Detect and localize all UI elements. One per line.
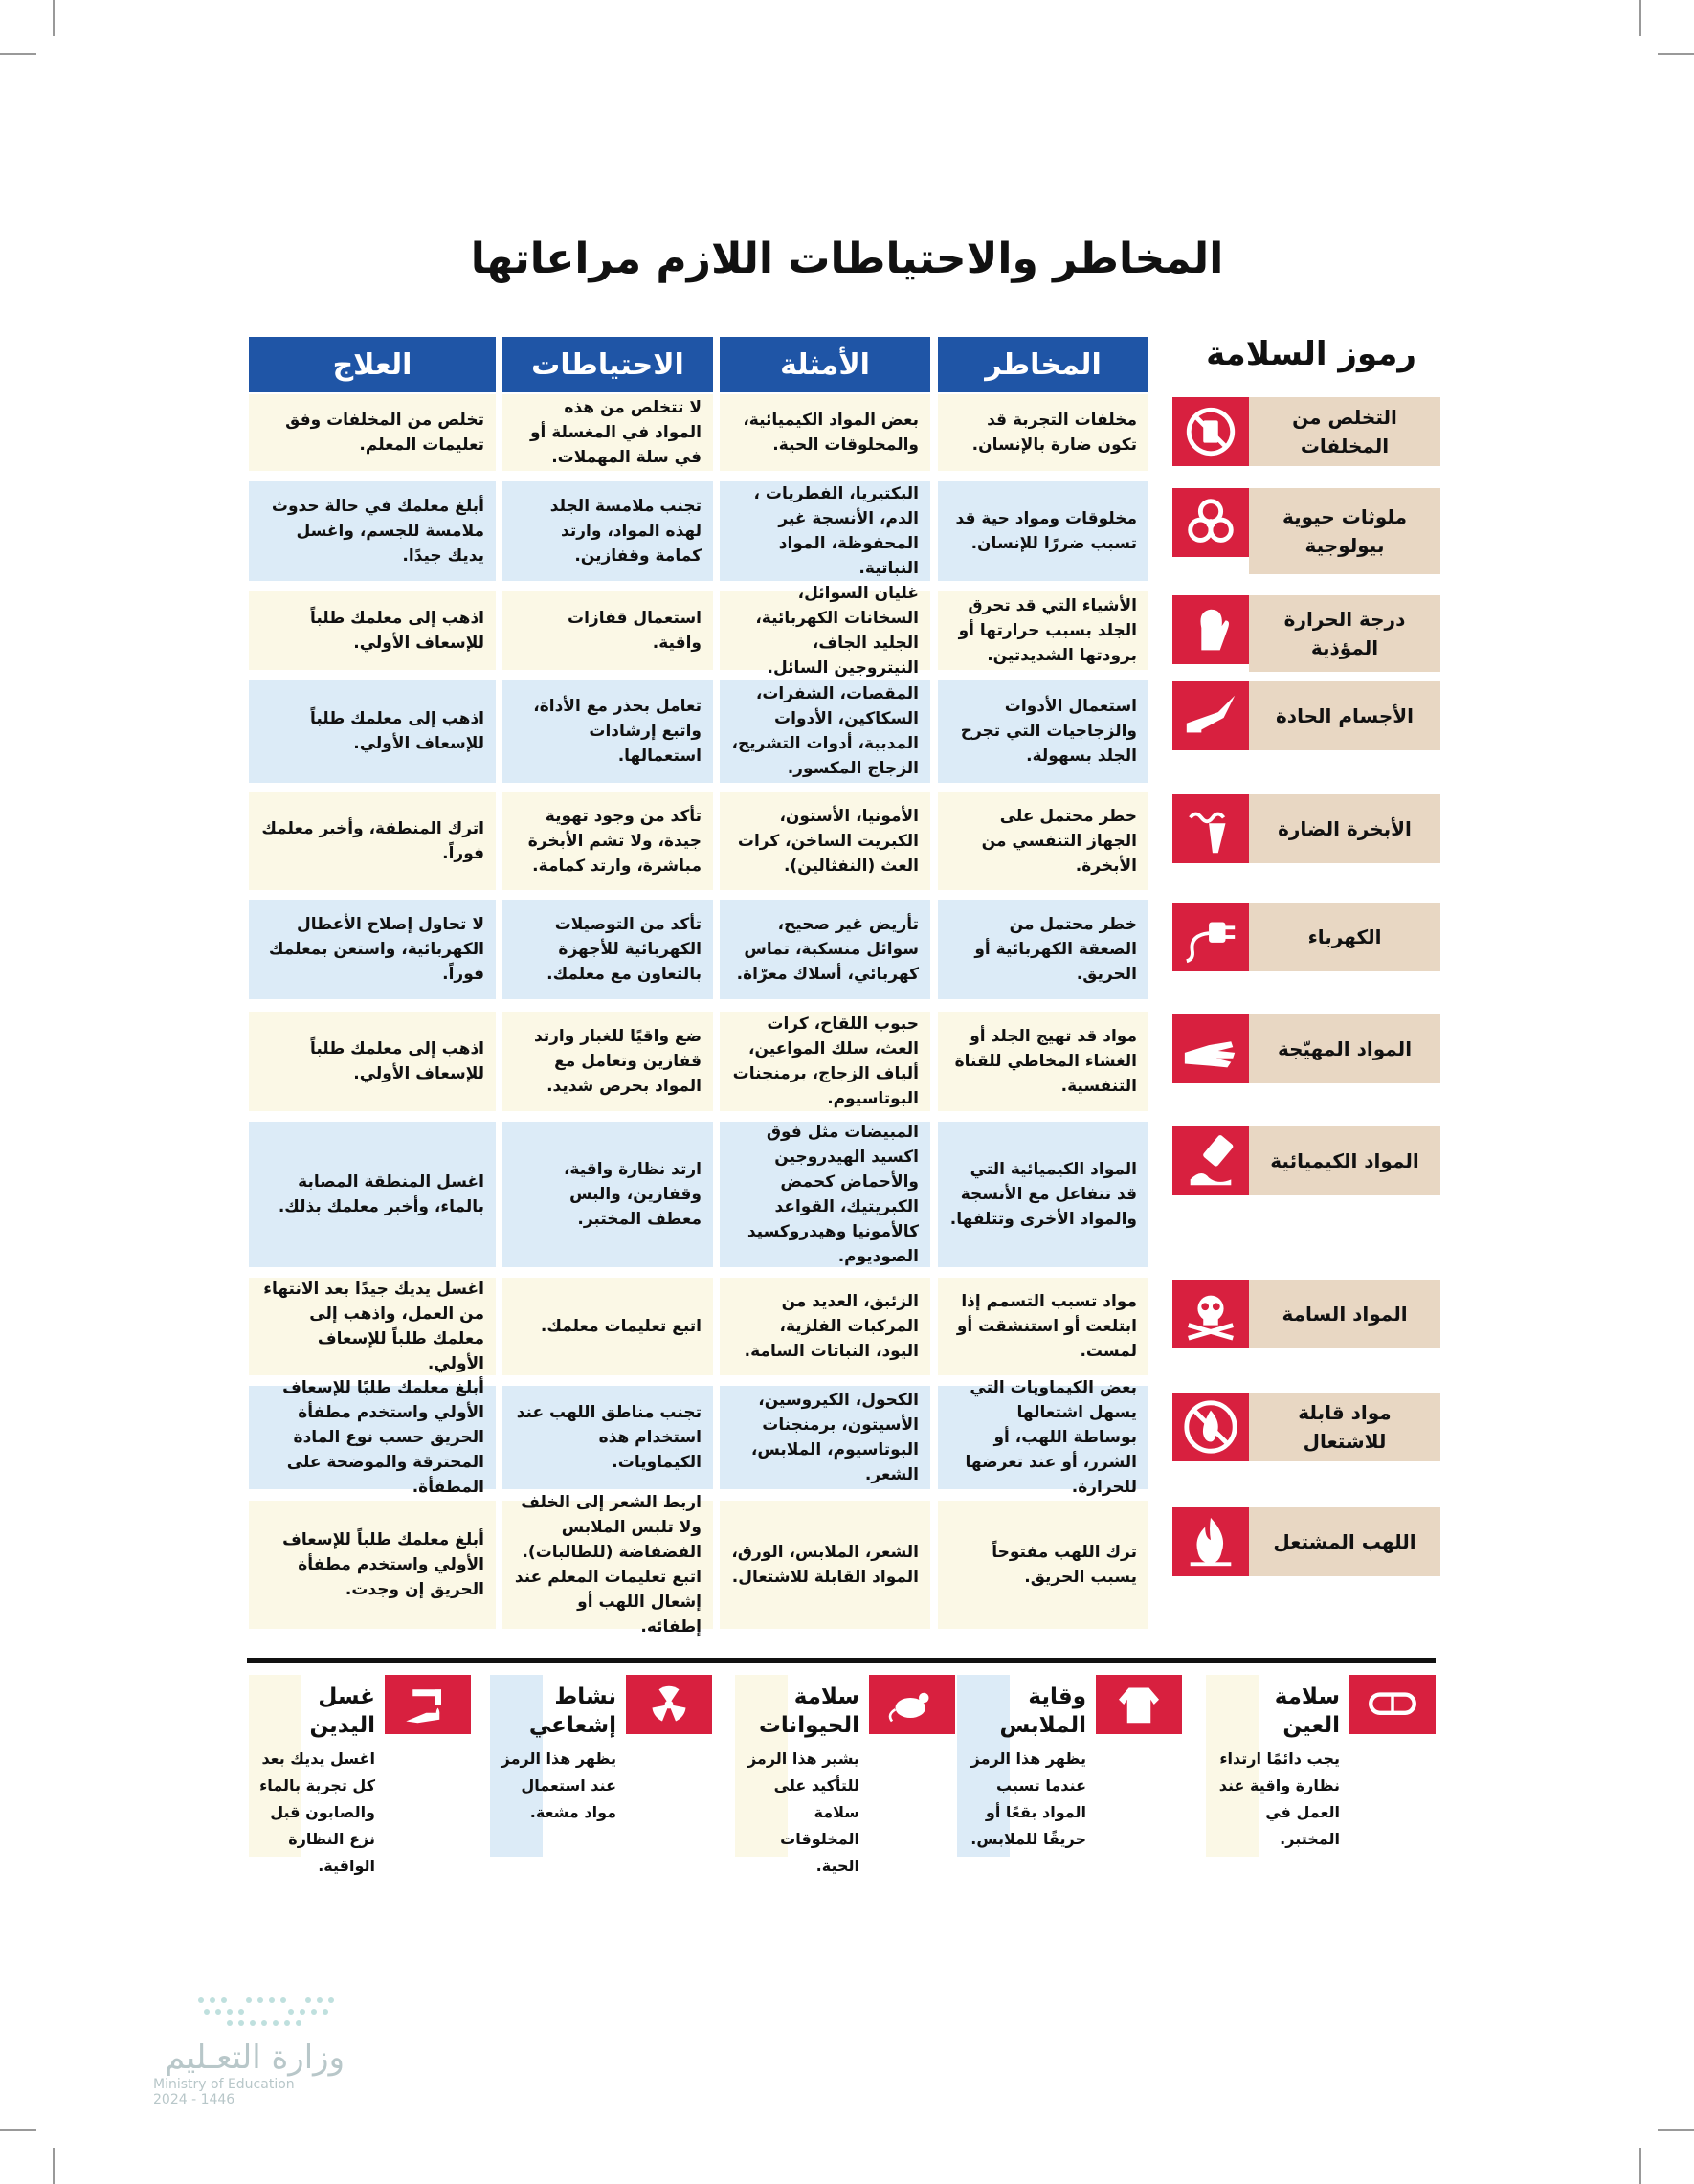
symbol-label: التخلص من المخلفات [1249,397,1440,466]
symbol-label: درجة الحرارة المؤذية [1249,595,1440,672]
cell-treatment [249,1122,496,1267]
bottom-symbol-title: وقاية الملابس [999,1684,1086,1738]
column-header-treatment: العلاج [249,337,496,392]
cell-text: اغسل يديك جيدًا بعد الانتهاء من العمل، واذهب إلى معلمك طلباً للإسعاف الأولي. [263,1280,484,1373]
bottom-symbol-description: يشير هذا الرمز للتأكيد على سلامة المخلوقات الحية. [747,1749,859,1875]
column-header-examples: الأمثلة [720,337,930,392]
cell-treatment [249,1501,496,1629]
logo-year: 2024 - 1446 [153,2092,235,2107]
cell-precautions [502,1493,713,1637]
cell-examples [720,1278,930,1375]
bottom-symbol-description: يظهر هذا الرمز عند استعمال مواد مشعة. [501,1749,616,1821]
cell-treatment [249,1012,496,1111]
bottom-symbol-title: نشاط إشعاعي [528,1684,616,1738]
bottom-symbol [957,1675,1182,1857]
cell-text: أبلغ معلمك طلباً للإسعاف الأولي واستخدم مطفأة الحريق إن وجدت. [282,1530,484,1599]
cell-text: استعمال قفازات واقية. [568,608,702,653]
cell-precautions [502,1386,713,1489]
divider [247,1658,1436,1663]
cell-precautions [502,1278,713,1375]
bottom-symbol-title: سلامة العين [1274,1684,1340,1738]
bottom-symbol [490,1675,712,1857]
cell-text: مواد تسبب التسمم إذا ابتلعت أو استنشقت أو لمست. [956,1292,1137,1361]
cell-precautions [502,680,713,783]
cell-text: بعض الكيماويات التي يسهل اشتعالها بوساطة اللهب، أو الشرر، أو عند تعرضها للحرارة. [965,1378,1137,1497]
crop-mark [1658,2129,1694,2131]
column-header-hazards: المخاطر [938,337,1148,392]
no-flammable-icon [1172,1393,1249,1461]
no-waste-icon [1172,397,1249,466]
cell-precautions [502,900,713,999]
symbol-label: مواد قابلة للاشتعال [1249,1393,1440,1461]
cell-text: تأكد من وجود تهوية جيدة، ولا تشم الأبخرة مباشرة، وارتد كمامة. [527,807,702,876]
cell-text: اذهب إلى معلمك طلباً للإسعاف الأولي. [309,1039,484,1083]
oven-mitt-icon [1172,595,1249,664]
bottom-symbol [249,1675,471,1875]
electric-plug-icon [1172,903,1249,971]
symbol-label: المواد المهيّجة [1249,1014,1440,1083]
cell-text: حبوب اللقاح، كرات العث، سلك المواعين، ألياف الزجاج، برمنجنات البوتاسيوم. [732,1014,919,1108]
logo-dots-icon [191,1991,345,2039]
crop-mark [1639,0,1641,36]
cell-hazard [938,1378,1148,1497]
cell-treatment [249,680,496,783]
cell-text: اتبع تعليمات معلمك. [540,1317,702,1336]
cell-text: اذهب إلى معلمك طلباً للإسعاف الأولي. [309,709,484,753]
cell-text: تعامل بحذر مع الأداة، واتبع إرشادات استعمالها. [533,697,702,766]
cell-precautions [502,481,713,581]
cell-text: الزئبق، العديد من المركبات الفلزية، اليود، النباتات السامة. [744,1292,919,1361]
cell-hazard [938,1012,1148,1111]
cell-text: تأكد من التوصيلات الكهربائية للأجهزة بالتعاون مع معلمك. [546,915,702,984]
cell-hazard [938,1122,1148,1267]
cell-text: ضع واقيًا للغبار وارتد قفازين وتعامل مع المواد بحرص شديد. [533,1027,702,1096]
cell-treatment [249,591,496,670]
symbol-label: المواد الكيميائية [1249,1126,1440,1195]
cell-text: أبلغ معلمك طلبًا للإسعاف الأولي واستخدم مطفأة الحريق حسب نوع المادة المحترقة والموضحة على المطفأة. [282,1378,484,1497]
cell-treatment [249,792,496,890]
cell-examples [720,583,930,678]
cell-text: مخلفات التجربة قد تكون ضارة بالإنسان. [971,411,1137,455]
cell-text: البكتيريا، الفطريات ، الدم، الأنسجة غير المحفوظة، المواد النباتية. [753,484,919,578]
cell-text: خطر محتمل من الصعقة الكهربائية أو الحريق. [974,915,1137,984]
cell-text: المواد الكيميائية التي قد تتفاعل مع الأنسجة والمواد الأخرى وتتلفها. [949,1160,1137,1229]
ministry-logo [153,1991,345,2107]
cell-text: خطر محتمل على الجهاز التنفسي من الأبخرة. [981,807,1137,876]
cell-precautions [502,591,713,670]
cell-examples [720,1012,930,1111]
cell-text: ارتد نظارة واقية، وقفازين، والبس معطف المختبر. [563,1160,702,1229]
biohazard-icon [1172,488,1249,557]
cell-treatment [249,1378,496,1497]
cell-text: الكحول، الكيروسين، الأسيتون، برمنجنات البوتاسيوم، الملابس، الشعر. [750,1391,919,1484]
cell-hazard [938,591,1148,670]
bottom-symbol-text [1206,1675,1436,1857]
cell-hazard [938,1278,1148,1375]
cell-examples [720,1386,930,1489]
irritant-hand-icon [1172,1014,1249,1083]
logo-english: Ministry of Education [153,2077,295,2092]
sharp-object-icon [1172,681,1249,750]
symbol-label: الأجسام الحادة [1249,681,1440,750]
symbol-label: المواد السامة [1249,1280,1440,1348]
cell-examples [720,1122,930,1267]
bottom-symbol-description: اغسل يديك بعد كل تجربة بالماء والصابون قبل نزع النظارة الواقية. [259,1749,375,1875]
symbol-label: ملوثات حيوية بيولوجية [1249,488,1440,574]
crop-mark [53,2148,55,2184]
safety-symbols-heading: رموز السلامة [1206,335,1416,373]
chemical-spill-icon [1172,1126,1249,1195]
cell-hazard [938,1501,1148,1629]
cell-examples [720,680,930,783]
bottom-symbol-description: يظهر هذا الرمز عندما تسبب المواد بقعًا أو حريقًا للملابس. [970,1749,1086,1848]
bottom-symbol [1206,1675,1436,1857]
cell-hazard [938,900,1148,999]
cell-text: غليان السوائل، السخانات الكهربائية، الجليد الجاف، النيتروجين السائل. [755,583,919,678]
cell-precautions [502,394,713,471]
symbol-label: الكهرباء [1249,903,1440,971]
page-title: المخاطر والاحتياطات اللازم مراعاتها [470,234,1224,283]
bottom-symbol-text [249,1675,471,1875]
cell-precautions [502,792,713,890]
cell-text: أبلغ معلمك في حالة حدوث ملامسة للجسم، واغسل يديك جيدًا. [271,497,484,566]
cell-treatment [249,394,496,471]
cell-text: الأشياء التي قد تحرق الجلد بسبب حرارتها أو برودتها الشديدتين. [958,595,1137,665]
bottom-symbol-text [957,1675,1182,1857]
bottom-symbol-text [735,1675,955,1875]
cell-treatment [249,1278,496,1375]
cell-treatment [249,900,496,999]
bottom-symbol-text [490,1675,712,1857]
flame-icon [1172,1507,1249,1576]
column-header-precautions: الاحتياطات [502,337,713,392]
cell-text: اترك المنطقة، وأخبر معلمك فوراً. [261,819,484,863]
cell-treatment [249,481,496,581]
cell-text: اغسل المنطقة المصابة بالماء، وأخبر معلمك بذلك. [278,1172,484,1216]
cell-hazard [938,792,1148,890]
cell-text: مواد قد تهيج الجلد أو الغشاء المخاطي للقناة التنفسية. [954,1027,1137,1096]
bottom-symbol-title: سلامة الحيوانات [758,1684,859,1738]
cell-text: المبيضات مثل فوق اكسيد الهيدروجين والأحماض كحمض الكبريتيك، القواعد كالأمونيا وهيدروكسيد الصوديوم. [747,1123,919,1266]
cell-hazard [938,481,1148,581]
cell-hazard [938,394,1148,471]
cell-text: تجنب مناطق اللهب عند استخدام هذه الكيماويات. [516,1403,702,1472]
cell-examples [720,900,930,999]
cell-text: تأريض غير صحيح، سوائل منسكبة، تماس كهربائي، أسلاك معرّاة. [736,915,919,984]
cell-examples [720,394,930,471]
crop-mark [53,0,55,36]
bottom-symbol [735,1675,955,1875]
cell-text: بعض المواد الكيميائية، والمخلوقات الحية. [743,411,919,455]
cell-text: الأمونيا، الأستون، الكبريت الساخن، كرات العث (النفثالين). [737,807,919,876]
symbol-label: اللهب المشتعل [1249,1507,1440,1576]
bottom-symbol-description: يجب دائمًا ارتداء نظارة واقية عند العمل في المختبر. [1218,1749,1340,1848]
crop-mark [1658,53,1694,55]
logo-arabic: وزارة التعـليم [165,2039,345,2077]
fumes-icon [1172,794,1249,863]
cell-text: المقصات، الشفرات، السكاكين، الأدوات المدببة، أدوات التشريح، الزجاج المكسور. [731,684,919,778]
cell-hazard [938,680,1148,783]
crop-mark [0,2129,36,2131]
cell-examples [720,1501,930,1629]
crop-mark [0,53,36,55]
skull-icon [1172,1280,1249,1348]
cell-text: الشعر، الملابس، الورق، المواد القابلة للاشتعال. [731,1543,919,1587]
cell-text: استعمال الأدوات والزجاجيات التي تجرح الجلد بسهولة. [960,697,1137,766]
cell-text: تجنب ملامسة الجلد لهذه المواد، وارتد كمامة وقفازين. [549,497,702,566]
cell-text: لا تتخلص من هذه المواد في المغسلة أو في سلة المهملات. [529,398,702,467]
cell-precautions [502,1122,713,1267]
crop-mark [1639,2148,1641,2184]
bottom-symbol-title: غسل اليدين [309,1684,375,1738]
cell-text: تخلص من المخلفات وفق تعليمات المعلم. [285,411,484,455]
cell-examples [720,792,930,890]
cell-text: اربط الشعر إلى الخلف ولا تلبس الملابس الفضفاضة (للطالبات). اتبع تعليمات المعلم عند إشعال اللهب أو إطفائه. [514,1493,702,1637]
cell-text: مخلوقات ومواد حية قد تسبب ضررًا للإنسان. [955,509,1137,553]
cell-text: ترك اللهب مفتوحاً يسبب الحريق. [992,1543,1137,1587]
cell-examples [720,481,930,581]
symbol-label: الأبخرة الضارة [1249,794,1440,863]
cell-text: لا تحاول إصلاح الأعطال الكهربائية، واستعن بمعلمك فوراً. [268,915,484,984]
cell-text: اذهب إلى معلمك طلباً للإسعاف الأولي. [309,608,484,653]
cell-precautions [502,1012,713,1111]
